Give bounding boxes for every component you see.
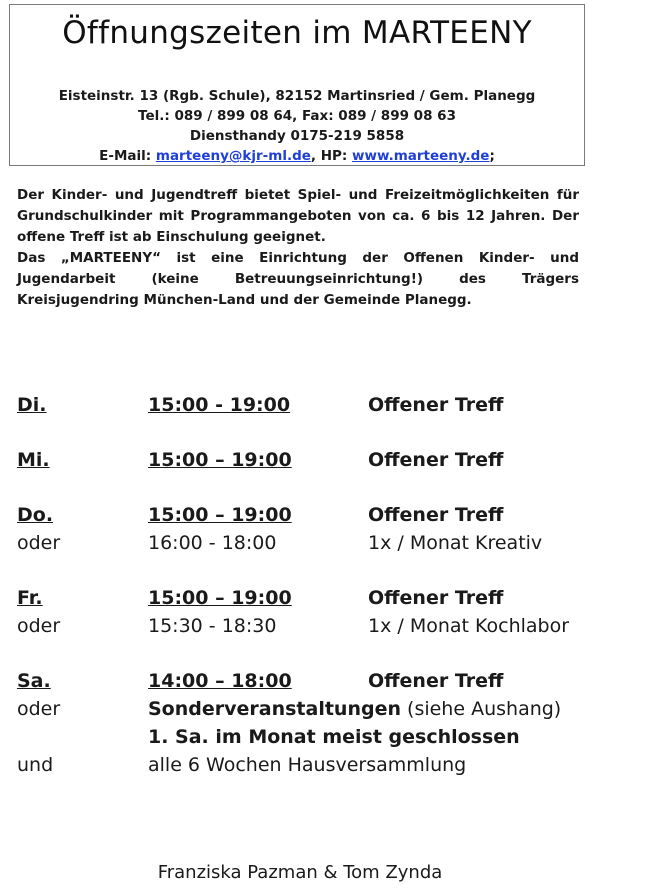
schedule-row-do-alt — [0, 532, 668, 556]
alt-prefix: und — [17, 754, 54, 776]
schedule-row-sa-closed — [0, 726, 668, 750]
schedule-row-do — [0, 504, 668, 528]
schedule-row-sa-extra — [0, 754, 668, 778]
service-phone: Diensthandy 0175-219 5858 — [189, 128, 405, 144]
homepage-label: , HP: — [310, 148, 348, 164]
special-events — [148, 698, 561, 720]
phone-fax: Tel.: 089 / 899 08 64, Fax: 089 / 899 08 63 — [138, 108, 456, 124]
alt-prefix: oder — [17, 615, 61, 637]
intro-paragraph: Der Kinder- und Jugendtreff bietet Spiel- und Freizeitmöglichkeiten für Grundschulkinder mit Programmangeboten von ca. 6 bis 12 Jahren. Der offene Treff ist ab Einschulung geeignet. — [17, 187, 579, 245]
special-events-label: Sonderveranstaltungen — [148, 698, 401, 720]
header-box — [9, 4, 585, 166]
email-link[interactable]: marteeny@kjr-ml.de — [155, 148, 311, 164]
schedule-row-fr-alt — [0, 615, 668, 639]
address: Eisteinstr. 13 (Rgb. Schule), 82152 Martinsried / Gem. Planegg — [58, 88, 536, 104]
closed-note: 1. Sa. im Monat meist geschlossen — [148, 726, 520, 748]
activity: 1x / Monat Kreativ — [368, 532, 543, 554]
activity: 1x / Monat Kochlabor — [368, 615, 570, 637]
contact-suffix: ; — [489, 148, 495, 164]
intro-paragraph: Das „MARTEENY“ ist eine Einrichtung der Offenen Kinder- und Jugendarbeit (keine Betreuungseinrichtung!) des Trägers Kreisjugendring München-Land und der Gemeinde Planegg. — [17, 250, 579, 308]
activity: Offener Treff — [368, 587, 504, 609]
page-title: Öffnungszeiten im MARTEENY — [62, 15, 532, 51]
time-range: 15:00 – 19:00 — [148, 587, 292, 609]
intro-text — [17, 185, 579, 311]
schedule-row-sa — [0, 670, 668, 694]
activity: Offener Treff — [368, 449, 504, 471]
time-range: 15:00 – 19:00 — [148, 504, 292, 526]
special-events-note: (siehe Aushang) — [407, 698, 562, 720]
schedule-row-di — [0, 394, 668, 418]
homepage-link[interactable]: www.marteeny.de — [352, 148, 490, 164]
schedule-row-sa-alt — [0, 698, 668, 722]
schedule-row-mi — [0, 449, 668, 473]
time-range: 16:00 - 18:00 — [148, 532, 277, 554]
signature: Franziska Pazman & Tom Zynda — [157, 862, 443, 883]
activity: Offener Treff — [368, 504, 504, 526]
time-range: 15:00 – 19:00 — [148, 449, 292, 471]
day-label: Mi. — [17, 449, 50, 471]
house-meeting-note: alle 6 Wochen Hausversammlung — [148, 754, 467, 776]
activity: Offener Treff — [368, 394, 504, 416]
time-range: 15:00 - 19:00 — [148, 394, 291, 416]
alt-prefix: oder — [17, 532, 61, 554]
day-label: Di. — [17, 394, 47, 416]
contact-line — [10, 148, 584, 164]
day-label: Sa. — [17, 670, 51, 692]
alt-prefix: oder — [17, 698, 61, 720]
email-label: E-Mail: — [99, 148, 152, 164]
day-label: Do. — [17, 504, 54, 526]
time-range: 14:00 – 18:00 — [148, 670, 292, 692]
day-label: Fr. — [17, 587, 43, 609]
schedule-row-fr — [0, 587, 668, 611]
activity: Offener Treff — [368, 670, 504, 692]
time-range: 15:30 - 18:30 — [148, 615, 277, 637]
